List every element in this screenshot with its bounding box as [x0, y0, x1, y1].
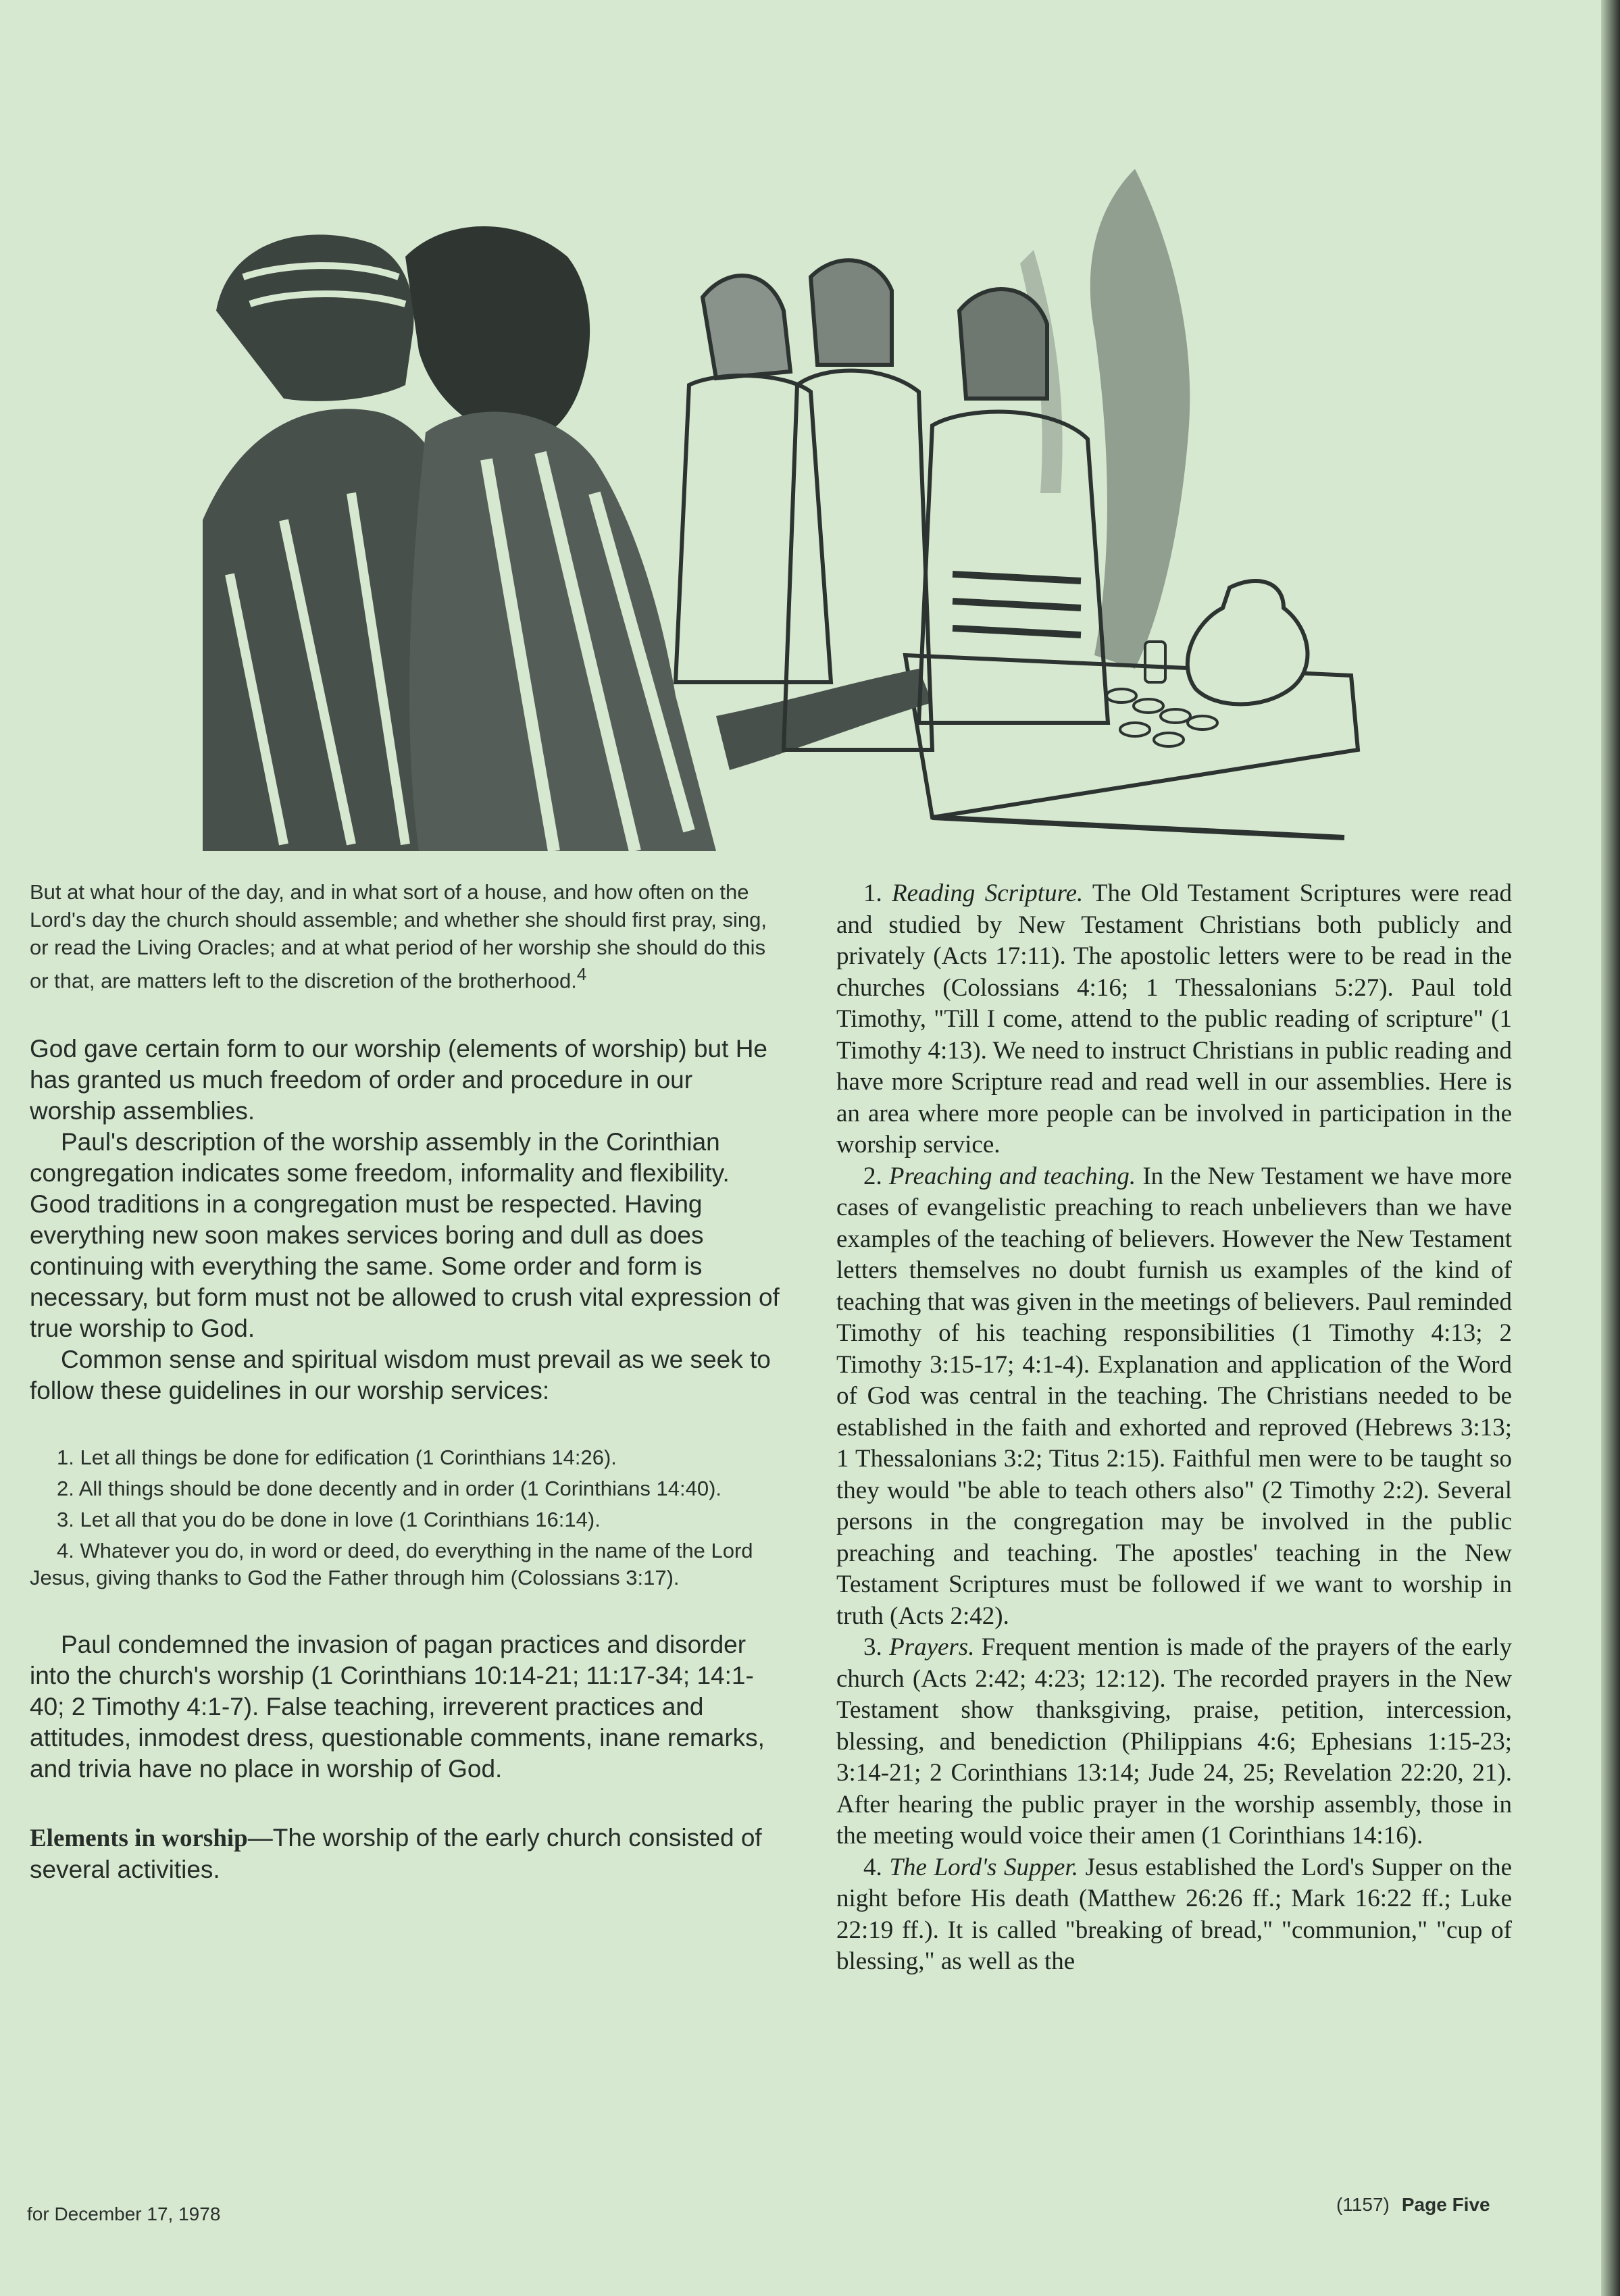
- paragraph-pagan-practices: Paul condemned the invasion of pagan practices and disorder into the church's worship (1 Corinthians 10:14-21; 11:17-34; 14:1-40; 2 Timothy 4:1-7). False teaching, irreverent practices and attitudes, inmodest dress, questionable comments, inane remarks, and trivia have no place in worship of God.: [30, 1631, 765, 1783]
- footnote-ref: 4: [576, 965, 587, 984]
- item-number: 3.: [863, 1633, 890, 1661]
- left-body: [30, 1034, 780, 1406]
- list-item: 4. Whatever you do, in word or deed, do everything in the name of the Lord Jesus, giving thanks to God the Father through him (Colossians 3:17).: [30, 1539, 753, 1590]
- block-quote-text: But at what hour of the day, and in what sort of a house, and how often on the Lord's day the church should assemble; and whether she should first pray, sing, or read the Living Oracles; and at what period of her worship she should do this or that, are matters left to the discretion of the brotherhood.: [30, 880, 767, 993]
- right-column: [836, 878, 1512, 1978]
- item-preaching-teaching: [836, 1161, 1512, 1633]
- item-text: Jesus established the Lord's Supper on the night before His death (Matthew 26:26 ff.; Mark 16:22 ff.; Luke 22:19 ff.). It is called "breaking of bread," "communion," "cup of blessing," as well as the: [836, 1853, 1512, 1975]
- page-ref: (1157): [1336, 2194, 1390, 2215]
- item-lords-supper: [836, 1852, 1512, 1978]
- item-reading-scripture: [836, 878, 1512, 1161]
- item-text: The Old Testament Scriptures were read and studied by New Testament Christians both publicly and privately (Acts 17:11). The apostolic letters were to be read in the churches (Colossians 4:16; 1 Thessalonians 5:27). Paul told Timothy, "Till I come, attend to the public reading of scripture" (1 Timothy 4:13). We need to instruct Christians in public reading and have more Scripture read and read well in our assemblies. Here is an area where more people can be involved in participation in the worship service.: [836, 879, 1512, 1158]
- page-label: Page Five: [1401, 2194, 1490, 2215]
- men-at-table-illustration: [203, 142, 1365, 851]
- footer-page: [1336, 2194, 1490, 2216]
- block-quote: [30, 878, 780, 994]
- item-title: Prayers.: [889, 1633, 975, 1661]
- list-item: 1. Let all things be done for edification (1 Corinthians 14:26).: [57, 1446, 617, 1470]
- item-title: The Lord's Supper.: [889, 1853, 1078, 1881]
- item-number: 1.: [863, 879, 892, 907]
- item-number: 2.: [863, 1162, 889, 1190]
- list-item: 2. All things should be done decently and in order (1 Corinthians 14:40).: [57, 1477, 722, 1501]
- section-elements: [30, 1822, 780, 1885]
- section-heading: Elements in worship: [30, 1825, 248, 1853]
- paragraph-form-of-worship: God gave certain form to our worship (elements of worship) but He has granted us much freedom of order and procedure in our worship assemblies.: [30, 1035, 767, 1125]
- item-text: In the New Testament we have more cases of evangelistic preaching to reach unbelievers than we have examples of the teaching of believers. However the New Testament letters themselves no doubt furnish us examples of the kind of teaching that was given in the meetings of believers. Paul reminded Timothy of his teaching responsibilities (1 Timothy 4:13; 2 Timothy 3:15-17; 4:1-4). Explanation and application of the Word of God was central in the teaching. The Christians needed to be established in the faith and exhorted and reproved (Hebrews 3:13; 1 Thessalonians 3:2; Titus 2:15). Faithful men were to be taught so they would "be able to teach others also" (2 Timothy 2:2). Several persons in the congregation may be involved in the public preaching and teaching. The apostles' teaching in the New Testament Scriptures must be followed if we want to worship in truth (Acts 2:42).: [836, 1162, 1513, 1630]
- list-item: 3. Let all that you do be done in love (1 Corinthians 16:14).: [57, 1508, 601, 1532]
- item-text: Frequent mention is made of the prayers of the early church (Acts 2:42; 4:23; 12:12). The recorded prayers in the New Testament show thanksgiving, praise, petition, intercession, blessing, and benediction (Philippians 4:6; Ephesians 1:15-23; 3:14-21; 2 Corinthians 13:14; Jude 24, 25; Revelation 22:20, 21). After hearing the public prayer in the worship assembly, those in the meeting would voice their amen (1 Corinthians 14:16).: [836, 1633, 1513, 1849]
- left-column: [30, 878, 780, 1885]
- page-edge-shadow: [1601, 0, 1620, 2296]
- guidelines-list: [30, 1444, 780, 1591]
- footer-date: for December 17, 1978: [27, 2203, 221, 2224]
- item-number: 4.: [863, 1853, 890, 1881]
- section-heading-rest: —The worship of the early church consisted of several activities.: [30, 1824, 762, 1884]
- item-title: Reading Scripture.: [892, 879, 1084, 907]
- item-prayers: [836, 1632, 1512, 1852]
- paragraph-corinthian-assembly: Paul's description of the worship assembly in the Corinthian congregation indicates some freedom, informality and flexibility. Good traditions in a congregation must be respected. Having everything new soon makes services boring and dull as does continuing with everything the same. Some order and form is necessary, but form must not be allowed to crush vital expression of true worship to God.: [30, 1128, 780, 1343]
- item-title: Preaching and teaching.: [888, 1162, 1136, 1190]
- paragraph-common-sense: Common sense and spiritual wisdom must prevail as we seek to follow these guidelines in our worship services:: [30, 1346, 771, 1405]
- left-body-2: [30, 1629, 780, 1885]
